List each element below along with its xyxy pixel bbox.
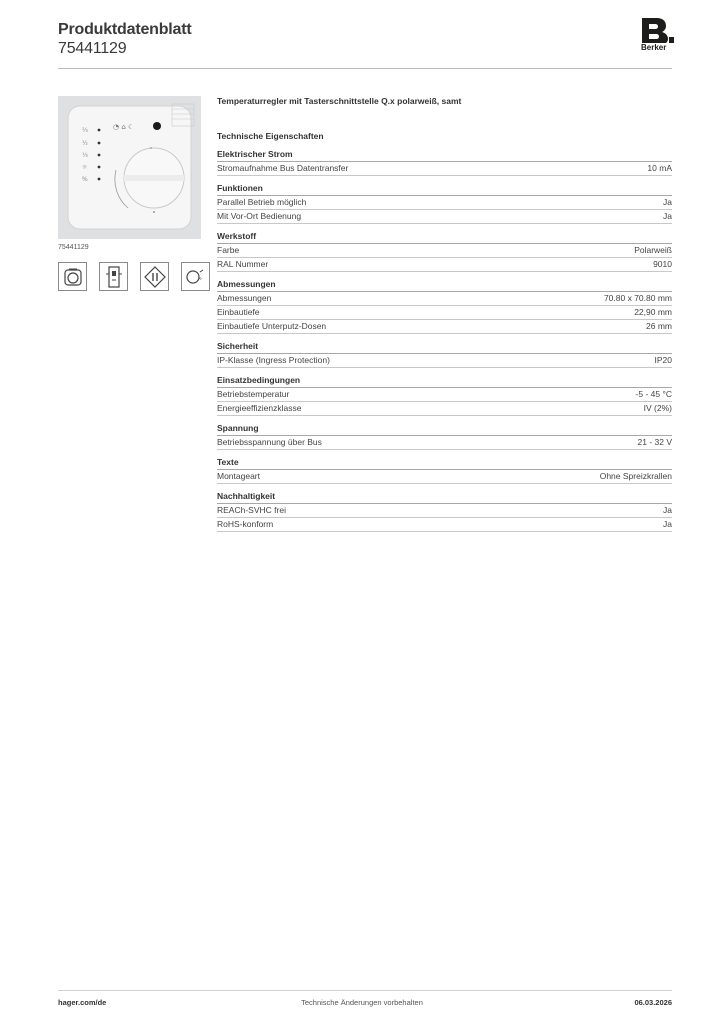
spec-row <box>217 402 672 416</box>
spec-section <box>217 182 672 224</box>
spec-label: Betriebstemperatur <box>217 389 290 399</box>
spec-label: Betriebsspannung über Bus <box>217 437 322 447</box>
spec-section <box>217 230 672 272</box>
spec-label: Mit Vor-Ort Bedienung <box>217 211 302 221</box>
spec-section <box>217 456 672 484</box>
spec-label: Einbautiefe <box>217 307 260 317</box>
spec-label: REACh-SVHC frei <box>217 505 286 515</box>
spec-label: Energieeffizienzklasse <box>217 403 302 413</box>
spec-label: Einbautiefe Unterputz-Dosen <box>217 321 327 331</box>
spec-value: 22,90 mm <box>634 307 672 317</box>
svg-text:◔ ⌂ ☾: ◔ ⌂ ☾ <box>113 123 135 131</box>
temperature-dial-icon <box>58 262 87 291</box>
header-divider <box>58 68 672 69</box>
thermostat-device-illustration <box>58 96 201 239</box>
spec-value: IV (2%) <box>643 403 672 413</box>
spec-row <box>217 518 672 532</box>
section-title: Sicherheit <box>217 340 672 354</box>
svg-text:°: ° <box>198 276 202 284</box>
spec-row <box>217 354 672 368</box>
spec-row <box>217 292 672 306</box>
spec-section <box>217 148 672 176</box>
spec-label: RAL Nummer <box>217 259 269 269</box>
spec-value: Ja <box>663 197 672 207</box>
footer-divider <box>58 990 672 991</box>
spec-row <box>217 244 672 258</box>
spec-row <box>217 162 672 176</box>
spec-value: Polarweiß <box>634 245 672 255</box>
section-title: Texte <box>217 456 672 470</box>
spec-label: Montageart <box>217 471 260 481</box>
feature-icon-row <box>58 262 210 291</box>
spec-label: IP-Klasse (Ingress Protection) <box>217 355 330 365</box>
spec-section <box>217 490 672 532</box>
spec-value: 70.80 x 70.80 mm <box>603 293 672 303</box>
spec-label: Parallel Betrieb möglich <box>217 197 307 207</box>
spec-section <box>217 340 672 368</box>
product-image <box>58 96 201 239</box>
temperature-sensor-icon <box>181 262 210 291</box>
spec-label: RoHS-konform <box>217 519 274 529</box>
spec-value: Ja <box>663 211 672 221</box>
svg-text:½: ½ <box>82 140 88 147</box>
spec-value: Ja <box>663 519 672 529</box>
spec-section <box>217 374 672 416</box>
footer-date: 06.03.2026 <box>634 998 672 1007</box>
spec-row <box>217 470 672 484</box>
svg-text:☼: ☼ <box>82 164 88 171</box>
spec-value: 21 - 32 V <box>637 437 672 447</box>
spec-row <box>217 320 672 334</box>
logo-wordmark: Berker <box>641 43 667 52</box>
spec-value: IP20 <box>654 355 672 365</box>
spec-label: Stromaufnahme Bus Datentransfer <box>217 163 349 173</box>
spec-value: 10 mA <box>647 163 672 173</box>
section-title: Spannung <box>217 422 672 436</box>
product-name: Temperaturregler mit Tasterschnittstelle Q.x polarweiß, samt <box>217 96 462 106</box>
spec-row <box>217 436 672 450</box>
spec-value: -5 - 45 °C <box>635 389 672 399</box>
section-title: Nachhaltigkeit <box>217 490 672 504</box>
spec-content <box>217 95 672 532</box>
spec-row <box>217 306 672 320</box>
image-caption: 75441129 <box>58 244 89 251</box>
svg-text:%: % <box>82 176 88 183</box>
technical-properties-heading: Technische Eigenschaften <box>217 131 324 141</box>
spec-row <box>217 388 672 402</box>
spec-row <box>217 504 672 518</box>
document-title: Produktdatenblatt <box>58 21 192 38</box>
spec-section <box>217 278 672 334</box>
footer-website: hager.com/de <box>58 998 107 1007</box>
spec-row <box>217 196 672 210</box>
spec-sections <box>217 148 672 532</box>
spec-label: Abmessungen <box>217 293 272 303</box>
spec-row <box>217 210 672 224</box>
section-title: Abmessungen <box>217 278 672 292</box>
pushbutton-interface-icon <box>99 262 128 291</box>
footer-disclaimer: Technische Änderungen vorbehalten <box>301 998 423 1007</box>
section-title: Werkstoff <box>217 230 672 244</box>
spec-value: 26 mm <box>646 321 672 331</box>
document-number: 75441129 <box>58 40 127 57</box>
section-title: Einsatzbedingungen <box>217 374 672 388</box>
document-header <box>58 20 192 58</box>
section-title: Elektrischer Strom <box>217 148 672 162</box>
section-title: Funktionen <box>217 182 672 196</box>
spec-label: Farbe <box>217 245 240 255</box>
svg-text:⅔: ⅔ <box>82 127 88 134</box>
knx-module-icon <box>140 262 169 291</box>
spec-value: Ohne Spreizkrallen <box>599 471 672 481</box>
spec-section <box>217 422 672 450</box>
spec-row <box>217 258 672 272</box>
svg-text:⅓: ⅓ <box>82 152 88 159</box>
spec-value: 9010 <box>653 259 672 269</box>
spec-value: Ja <box>663 505 672 515</box>
